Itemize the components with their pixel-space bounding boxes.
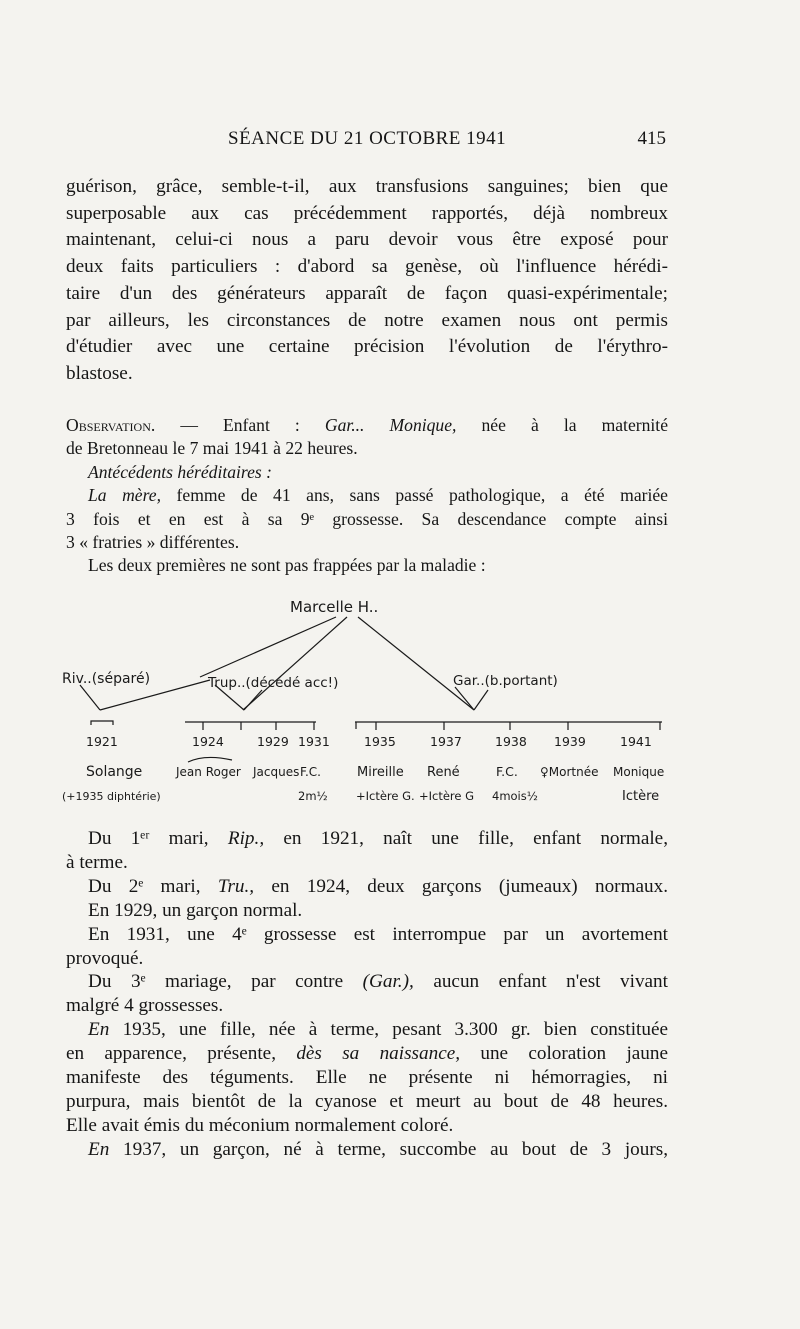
text-run: en 1924, deux garçons (jumeaux) normaux. xyxy=(254,875,669,897)
intro-line: guérison, grâce, semble-t-il, aux transfusions sanguines; bien que xyxy=(66,176,668,197)
observation-line: 3 « fratries » différentes. xyxy=(66,532,240,553)
husband-node-1: Riv..(séparé) xyxy=(62,671,151,687)
mother-rest: femme de 41 ans, sans passé pathologique, a été mariée xyxy=(161,485,668,506)
year-label: 1937 xyxy=(430,734,462,749)
year-label: 1935 xyxy=(364,734,396,749)
intro-paragraph xyxy=(66,174,668,388)
body-line: En 1929, un garçon normal. xyxy=(88,899,303,921)
body-line xyxy=(66,875,668,899)
body-line xyxy=(66,1042,668,1066)
husband-name: Tru., xyxy=(217,875,255,897)
husband-node-2: Trup..(décédé acc!) xyxy=(208,675,339,691)
husband-name: (Gar.), xyxy=(362,971,414,993)
child-label: F.C. xyxy=(300,765,321,779)
child-label: Solange xyxy=(86,764,143,780)
text-run: Du 3ᵉ mariage, par contre xyxy=(88,971,363,993)
child-note: (+1935 diphtérie) xyxy=(62,790,161,803)
header-title: SÉANCE DU 21 OCTOBRE 1941 xyxy=(228,128,507,149)
observation-section xyxy=(66,414,668,578)
year-label: 1921 xyxy=(86,734,118,749)
text-run: Du 1ᵉʳ mari, xyxy=(88,828,228,849)
text-run: En xyxy=(88,1019,110,1041)
text-run: en 1921, naît une fille, enfant normale, xyxy=(264,828,668,849)
body-line: provoqué. xyxy=(66,947,144,969)
intro-line: blastose. xyxy=(66,362,133,384)
text-run: une coloration jaune xyxy=(460,1043,669,1065)
child-labels xyxy=(86,764,664,780)
text-run: En xyxy=(88,1138,110,1160)
text-run: Du 2ᵉ mari, xyxy=(88,875,218,897)
intro-line: taire d'un des générateurs apparaît de façon quasi-expérimentale; xyxy=(66,282,668,304)
antecedents-text: Antécédents héréditaires : xyxy=(88,461,273,482)
observation-line: Les deux premières ne sont pas frappées par la maladie : xyxy=(88,555,486,576)
text-run: en apparence, présente, xyxy=(66,1043,297,1065)
child-note: 4mois½ xyxy=(492,789,538,803)
child-label: Mireille xyxy=(357,765,404,780)
observation-dash: — Enfant : xyxy=(155,415,325,435)
intro-line: superposable aux cas précédemment rapportés, déjà nombreux xyxy=(66,202,668,224)
child-label: Jacques xyxy=(253,765,300,779)
body-line xyxy=(66,1018,668,1042)
intro-line: maintenant, celui-ci nous a paru devoir vous être exposé pour xyxy=(66,229,668,251)
intro-line: par ailleurs, les circonstances de notre examen nous ont permis xyxy=(66,309,668,331)
year-label: 1938 xyxy=(495,734,527,749)
body-line xyxy=(66,970,668,994)
year-label: 1924 xyxy=(192,734,224,749)
mother-label: La mère, xyxy=(88,485,162,506)
observation-rest: née à la maternité xyxy=(456,415,668,435)
running-header xyxy=(66,128,668,158)
child-label: ♀Mortnée xyxy=(540,765,599,779)
body-text xyxy=(66,827,668,1162)
year-labels xyxy=(86,734,652,749)
child-label: Jean Roger xyxy=(176,765,241,779)
mother-node: Marcelle H.. xyxy=(290,598,379,616)
husband-name: Rip., xyxy=(227,828,265,849)
text-run: aucun enfant n'est vivant xyxy=(413,971,668,993)
body-line xyxy=(66,1138,668,1162)
child-notes xyxy=(62,789,659,804)
intro-line: d'étudier avec une certaine précision l'évolution de l'érythro- xyxy=(66,336,668,358)
child-note: Ictère xyxy=(622,789,660,804)
observation-line: 3 fois et en est à sa 9ᵉ grossesse. Sa descendance compte ainsi xyxy=(66,508,668,529)
family-tree-diagram xyxy=(0,590,800,815)
text-run: 1935, une fille, née à terme, pesant 3.300 gr. bien constituée xyxy=(109,1019,668,1041)
child-note: +Ictère G. xyxy=(356,789,415,803)
body-line: malgré 4 grossesses. xyxy=(66,995,224,1017)
child-note: 2m½ xyxy=(298,789,328,803)
body-line: manifeste des téguments. Elle ne présente ni hémorragies, ni xyxy=(66,1067,668,1089)
body-line: Elle avait émis du méconium normalement coloré. xyxy=(66,1114,454,1136)
observation-line xyxy=(66,484,668,507)
child-note: +Ictère G xyxy=(419,789,475,803)
intro-line: deux faits particuliers : d'abord sa genèse, où l'influence hérédi- xyxy=(66,256,668,278)
year-label: 1929 xyxy=(257,734,289,749)
patient-name: Gar... Monique, xyxy=(324,415,457,435)
antecedents-heading xyxy=(66,461,668,484)
child-label: Monique xyxy=(613,765,665,779)
text-run: dès sa naissance, xyxy=(296,1043,461,1065)
body-line xyxy=(66,827,668,851)
body-line: à terme. xyxy=(66,851,128,873)
observation-line xyxy=(66,414,668,437)
year-label: 1939 xyxy=(554,734,586,749)
text-run: 1937, un garçon, né à terme, succombe au bout de 3 jours, xyxy=(109,1138,668,1160)
observation-line: de Bretonneau le 7 mai 1941 à 22 heures. xyxy=(66,438,358,459)
child-label: René xyxy=(427,765,460,780)
year-label: 1941 xyxy=(620,734,652,749)
body-line: En 1931, une 4ᵉ grossesse est interrompue par un avortement xyxy=(88,923,668,945)
observation-label: Observation. xyxy=(66,415,156,435)
husband-node-3: Gar..(b.portant) xyxy=(453,673,558,689)
child-label: F.C. xyxy=(496,764,518,779)
year-label: 1931 xyxy=(298,734,330,749)
body-line: purpura, mais bientôt de la cyanose et meurt au bout de 48 heures. xyxy=(66,1090,668,1112)
page-number: 415 xyxy=(637,128,666,149)
